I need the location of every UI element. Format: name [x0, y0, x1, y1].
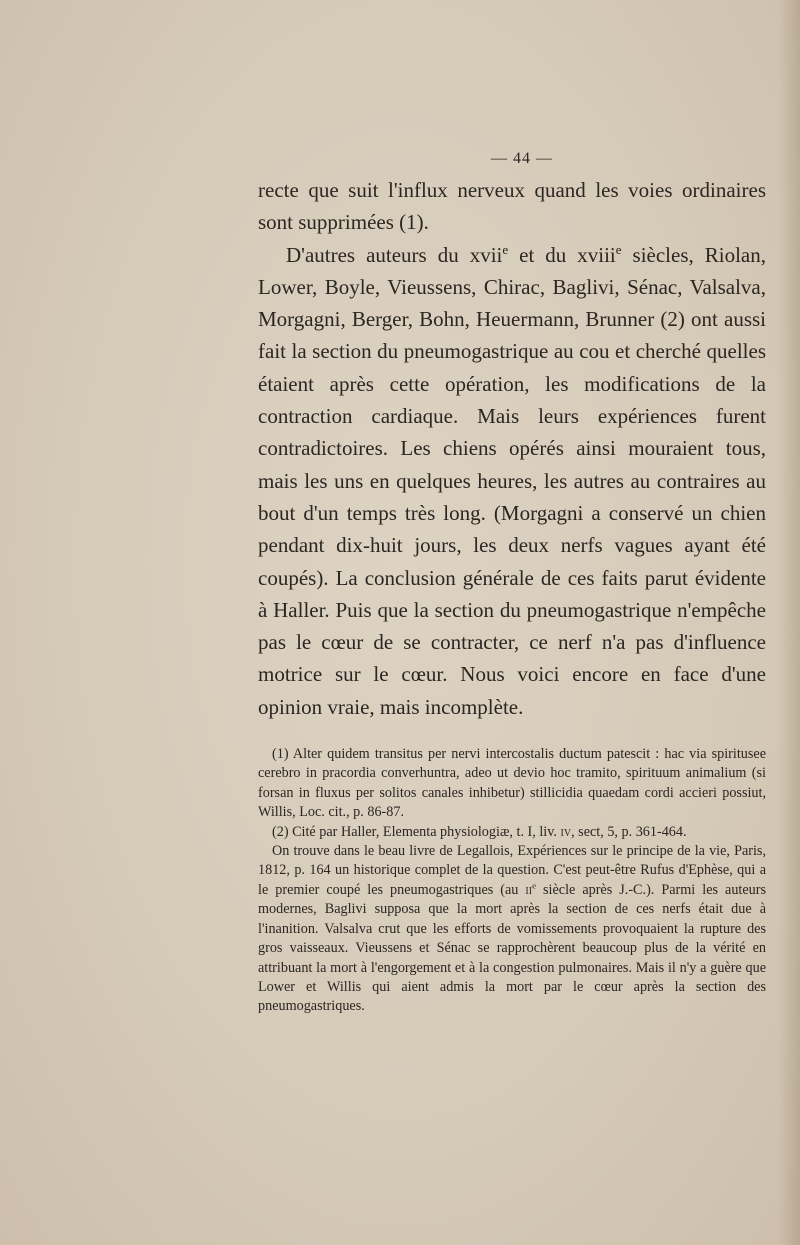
- page-number: — 44 —: [491, 150, 553, 167]
- main-text: [258, 174, 766, 723]
- paragraph-1: recte que suit l'influx nerveux quand les voies ordinaires sont supprimées (1).: [258, 178, 766, 235]
- paragraph-2: D'autres auteurs du xvii$^e$ et du xviii$^e$ siècles, Riolan, Lower, Boyle, Vieussens, Chirac, Baglivi, Sénac, Valsalva, Morgagni, Berger, Bohn, Heuermann, Brunner (2) ont aussi fait la section du pneumogastrique au cou et cherché quelles étaient après cette opération, les modifications de la contraction cardiaque. Mais leurs expériences furent contradictoires. Les chiens opérés ainsi mouraient tous, mais les uns en quelques heures, les autres au contraires au bout d'un temps très long. (Morgagni a conservé un chien pendant dix-huit jours, les deux nerfs vagues ayant été coupés). La conclusion générale de ces faits parut évidente à Haller. Puis que la section du pneumogastrique n'empêche pas le cœur de se contracter, ce nerf n'a pas d'influence motrice sur le cœur. Nous voici encore en face d'une opinion vraie, mais incomplète.: [258, 241, 766, 719]
- footnote-1: (1) Alter quidem transitus per nervi intercostalis ductum patescit : hac via spiritusee cerebro in pracordia converhuntra, adeo ut devio hoc tramito, spirituum animalium (si forsan in fluxus per solitos canales inhibetur) stillicidia quaedam cordi accieri possiut, Willis, Loc. cit., p. 86-87.: [258, 746, 766, 821]
- century-xvii: xvii: [469, 242, 503, 267]
- footnote-2: (2) Cité par Haller, Elementa physiologiæ, t. I, liv. iv, sect, 5, p. 361-464.: [272, 823, 687, 840]
- text-block: [258, 150, 766, 1017]
- century-xviii: xviii: [577, 242, 616, 267]
- footnote-3: On trouve dans le beau livre de Legallois, Expériences sur le principe de la vie, Paris, 1812, p. 164 un historique complet de la question. C'est peut-être Rufus d'Ephèse, qui a le premier coupé les pneumogastriques (au $ii^e$ siècle après J.-C.). Parmi les auteurs modernes, Baglivi supposa que la mort après la section de ces nerfs était due à l'inanition. Valsalva crut que les efforts de vomissements provoquaient la rupture des gros vaisseaux. Vieussens et Sénac se rapprochèrent beaucoup plus de la vérité en attribuant la mort à l'engorgement et à la congestion pulmonaires. Mais il n'y a guère que Lower et Willis qui aient admis la mort par le cœur après la section des pneumogastriques.: [258, 843, 766, 1015]
- footnotes: [258, 745, 766, 1017]
